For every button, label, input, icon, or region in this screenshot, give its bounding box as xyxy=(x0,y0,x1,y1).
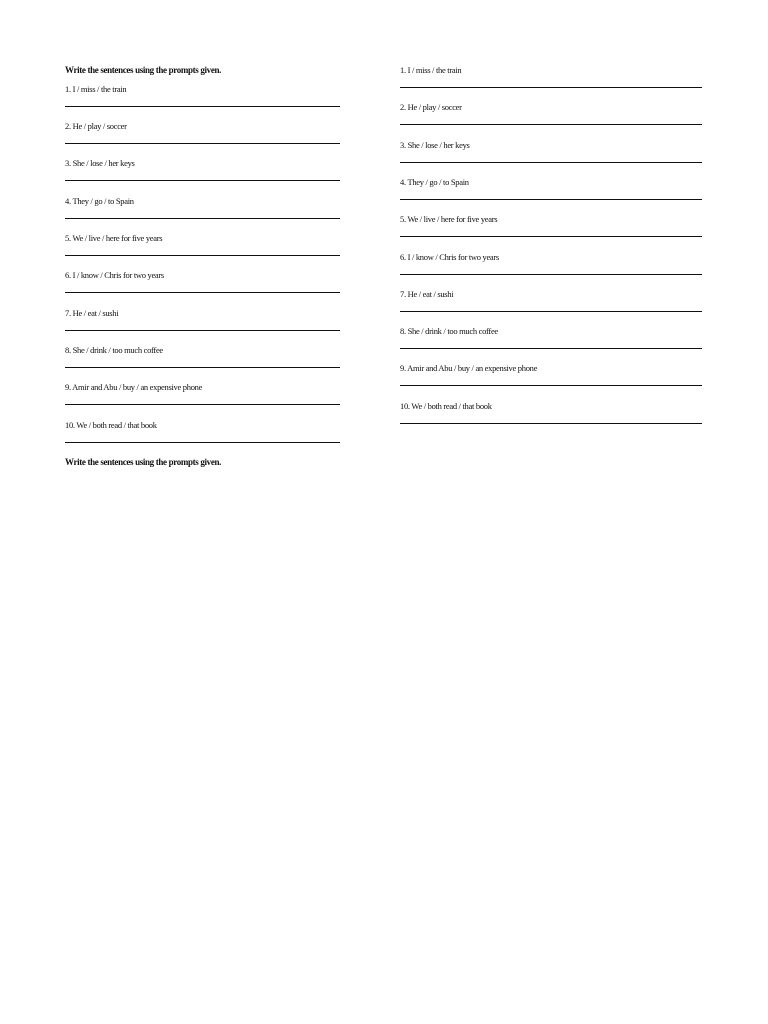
answer-line xyxy=(65,255,340,256)
answer-line xyxy=(400,311,702,312)
exercise-prompt: 6. I / know / Chris for two years xyxy=(65,270,164,280)
exercise-prompt: 3. She / lose / her keys xyxy=(400,140,470,150)
answer-line xyxy=(400,274,702,275)
answer-line xyxy=(65,404,340,405)
exercise-item-4 xyxy=(400,177,702,207)
answer-line xyxy=(400,348,702,349)
exercise-item-6 xyxy=(400,252,702,282)
instruction-heading-bottom: Write the sentences using the prompts given. xyxy=(65,457,222,467)
exercise-item-1 xyxy=(400,65,702,95)
exercise-prompt: 8. She / drink / too much coffee xyxy=(400,326,498,336)
exercise-prompt: 6. I / know / Chris for two years xyxy=(400,252,499,262)
exercise-item-6 xyxy=(65,270,340,300)
exercise-item-9 xyxy=(65,382,340,412)
exercise-prompt: 10. We / both read / that book xyxy=(400,401,492,411)
exercise-prompt: 5. We / live / here for five years xyxy=(400,214,498,224)
answer-line xyxy=(400,385,702,386)
answer-line xyxy=(400,423,702,424)
exercise-prompt: 7. He / eat / sushi xyxy=(65,308,119,318)
exercise-item-10 xyxy=(400,401,702,431)
exercise-item-5 xyxy=(65,233,340,263)
exercise-prompt: 9. Amir and Abu / buy / an expensive phone xyxy=(400,363,538,373)
exercise-prompt: 1. I / miss / the train xyxy=(65,84,127,94)
exercise-prompt: 5. We / live / here for five years xyxy=(65,233,163,243)
exercise-prompt: 7. He / eat / sushi xyxy=(400,289,454,299)
answer-line xyxy=(65,143,340,144)
answer-line xyxy=(400,124,702,125)
exercise-item-5 xyxy=(400,214,702,244)
exercise-prompt: 8. She / drink / too much coffee xyxy=(65,345,163,355)
answer-line xyxy=(65,442,340,443)
answer-line xyxy=(400,87,702,88)
exercise-prompt: 3. She / lose / her keys xyxy=(65,158,135,168)
exercise-prompt: 1. I / miss / the train xyxy=(400,65,462,75)
exercise-prompt: 9. Amir and Abu / buy / an expensive phone xyxy=(65,382,203,392)
answer-line xyxy=(65,292,340,293)
answer-line xyxy=(65,330,340,331)
answer-line xyxy=(400,162,702,163)
exercise-item-10 xyxy=(65,420,340,450)
exercise-item-7 xyxy=(400,289,702,319)
exercise-item-4 xyxy=(65,196,340,226)
exercise-prompt: 2. He / play / soccer xyxy=(65,121,127,131)
exercise-prompt: 4. They / go / to Spain xyxy=(65,196,134,206)
answer-line xyxy=(400,236,702,237)
answer-line xyxy=(65,218,340,219)
exercise-item-8 xyxy=(65,345,340,375)
exercise-item-2 xyxy=(65,121,340,151)
exercise-item-8 xyxy=(400,326,702,356)
instruction-heading-top: Write the sentences using the prompts given. xyxy=(65,65,222,75)
exercise-item-1 xyxy=(65,84,340,114)
exercise-item-3 xyxy=(65,158,340,188)
answer-line xyxy=(400,199,702,200)
exercise-item-2 xyxy=(400,102,702,132)
exercise-prompt: 2. He / play / soccer xyxy=(400,102,462,112)
exercise-prompt: 10. We / both read / that book xyxy=(65,420,157,430)
exercise-item-9 xyxy=(400,363,702,393)
exercise-item-3 xyxy=(400,140,702,170)
exercise-prompt: 4. They / go / to Spain xyxy=(400,177,469,187)
answer-line xyxy=(65,180,340,181)
answer-line xyxy=(65,367,340,368)
answer-line xyxy=(65,106,340,107)
exercise-item-7 xyxy=(65,308,340,338)
